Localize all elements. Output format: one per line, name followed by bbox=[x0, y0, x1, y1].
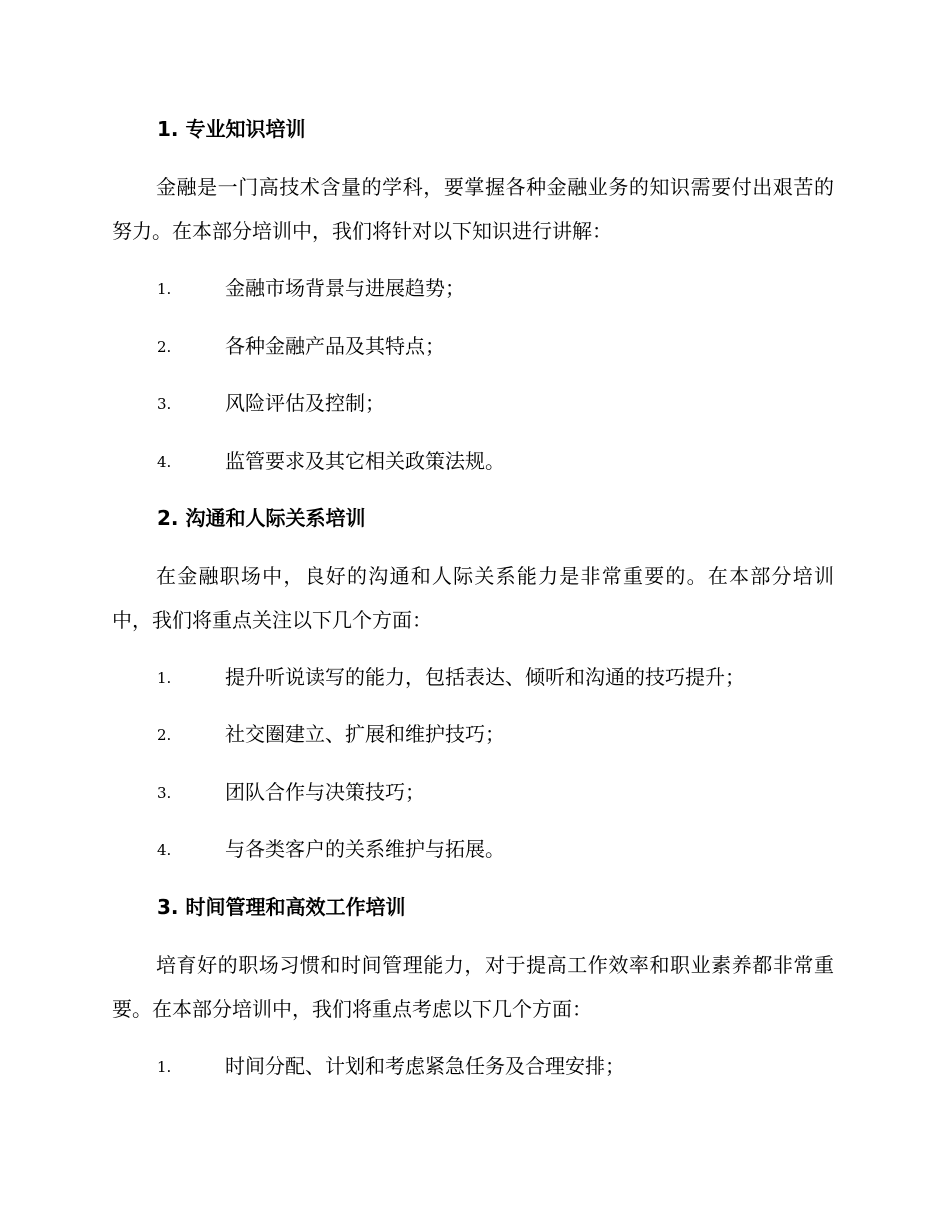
list-item-number: 2. bbox=[157, 726, 172, 744]
list-item-number: 4. bbox=[157, 453, 172, 471]
list-item bbox=[0, 720, 950, 750]
section-heading: 2. 沟通和人际关系培训 bbox=[157, 506, 366, 530]
list-item-text: 金融市场背景与进展趋势； bbox=[225, 276, 465, 300]
list-item bbox=[0, 389, 950, 419]
list-item bbox=[0, 778, 950, 808]
list-item-number: 1. bbox=[157, 669, 172, 687]
list-item bbox=[0, 332, 950, 362]
list-item bbox=[0, 274, 950, 304]
list-item-number: 4. bbox=[157, 841, 172, 859]
list-item-text: 提升听说读写的能力，包括表达、倾听和沟通的技巧提升； bbox=[225, 665, 745, 689]
list-item-text: 与各类客户的关系维护与拓展。 bbox=[225, 837, 505, 861]
list-item-text: 团队合作与决策技巧； bbox=[225, 780, 425, 804]
list-item-text: 风险评估及控制； bbox=[225, 391, 385, 415]
list-item-number: 3. bbox=[157, 784, 172, 802]
list-item-number: 3. bbox=[157, 395, 172, 413]
section-paragraph: 培育好的职场习惯和时间管理能力，对于提高工作效率和职业素养都非常重要。在本部分培训中，我们将重点考虑以下几个方面： bbox=[112, 953, 834, 1021]
list-item bbox=[0, 835, 950, 865]
list-item-text: 各种金融产品及其特点； bbox=[225, 334, 445, 358]
section-heading: 1. 专业知识培训 bbox=[157, 117, 306, 141]
section-heading: 3. 时间管理和高效工作培训 bbox=[157, 895, 406, 919]
list-item bbox=[0, 447, 950, 477]
list-item-number: 1. bbox=[157, 1058, 172, 1076]
list-item bbox=[0, 663, 950, 693]
list-item-text: 监管要求及其它相关政策法规。 bbox=[225, 449, 505, 473]
section-paragraph: 金融是一门高技术含量的学科，要掌握各种金融业务的知识需要付出艰苦的努力。在本部分培训中，我们将针对以下知识进行讲解： bbox=[112, 175, 834, 243]
section-paragraph: 在金融职场中，良好的沟通和人际关系能力是非常重要的。在本部分培训中，我们将重点关注以下几个方面： bbox=[112, 564, 834, 632]
list-item-number: 2. bbox=[157, 338, 172, 356]
list-item-number: 1. bbox=[157, 280, 172, 298]
list-item bbox=[0, 1052, 950, 1082]
list-item-text: 时间分配、计划和考虑紧急任务及合理安排； bbox=[225, 1054, 625, 1078]
list-item-text: 社交圈建立、扩展和维护技巧； bbox=[225, 722, 505, 746]
